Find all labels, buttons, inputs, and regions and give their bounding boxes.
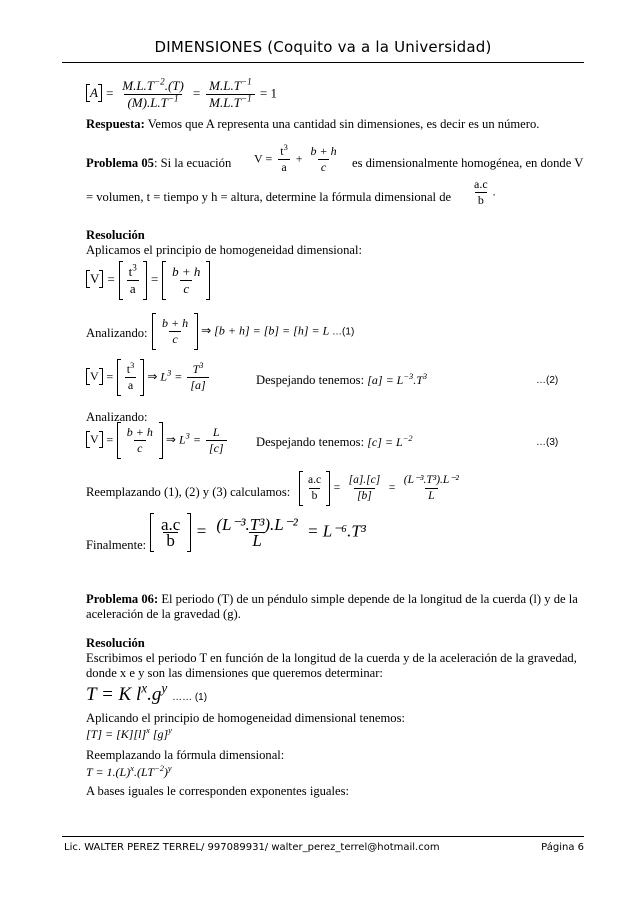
analizando-2: Analizando:: [86, 410, 148, 424]
fraction-ac-b: $\frac{a.c}{b}$ .: [474, 177, 496, 207]
equation-V: V = $\frac{t^3}{a}$ + $\frac{b + h}{c}$: [254, 143, 337, 174]
reemplazando-formula-text: Reemplazando la fórmula dimensional:: [86, 748, 285, 762]
step-2-result: Despejando tenemos: $[a] = L^{-3}.T^3$ …(2): [256, 372, 559, 387]
fraction: $\frac{M.L.T^{-2}.(T)}{(M).L.T^{-1}}$: [122, 76, 184, 110]
page-header: DIMENSIONES (Coquito va a la Universidad): [154, 38, 492, 56]
reemplazando-line: Reemplazando (1), (2) y (3) calculamos: $\frac{a.c}{b}$ = $\frac{[a].[c]}{[b]}$ = $\frac{\text{(L⁻³.T³).L⁻²}}{L}$: [86, 485, 586, 500]
equation-T-main: T = K $l^x.g^y$ …… (1): [86, 680, 208, 705]
bracket-A: A: [86, 85, 102, 101]
aplicando-text: Aplicando el principio de homogeneidad dimensional tenemos:: [86, 711, 405, 725]
page-number: Página 6: [541, 842, 584, 853]
problema-05-line2: = volumen, t = tiempo y h = altura, determine la fórmula dimensional de $\frac{a.c}{b}$ .: [86, 177, 496, 207]
problema-06: Problema 06: El periodo (T) de un péndulo simple depende de la longitud de la cuerda (l) y de la aceleración de la gravedad (g).: [86, 592, 578, 621]
equation-T-dim: $[T] = [K][l]^x$ $[g]^y$: [86, 726, 172, 741]
footer-rule: [62, 836, 584, 837]
footer-author: Lic. WALTER PEREZ TERREL/ 997089931/ walter_perez_terrel@hotmail.com: [64, 842, 440, 853]
fraction: $\frac{M.L.T^{-1}}{M.L.T^{-1}}$: [206, 78, 254, 111]
resolucion-2: Resolución Escribimos el periodo T en función de la longitud de la cuerda y de la aceleración de la gravedad, donde x e y son las dimensiones que queremos determinar:: [86, 636, 577, 680]
bases-text: A bases iguales le corresponden exponentes iguales:: [86, 784, 349, 798]
respuesta-paragraph: Respuesta: Vemos que A representa una cantidad sin dimensiones, es decir es un número.: [86, 117, 540, 131]
equation-T-sub: $T = 1.(L)^x.(LT^{-2})^y$: [86, 764, 172, 779]
step-3: V = $\frac{b + h}{c}$ ⇒ $L^3$ = $\frac{L}{[c]}$: [86, 423, 229, 458]
equation-A: A = $\frac{M.L.T^{-2}.(T)}{(M).L.T^{-1}}$ = $\frac{M.L.T^{-1}}{M.L.T^{-1}}$ = 1: [86, 78, 277, 111]
page-footer: [64, 842, 584, 853]
finalmente-line: Finalmente: $\frac{a.c}{b}$ = $\frac{\text{(L⁻³.T³).L⁻²}}{L}$ = L⁻⁶.T³: [86, 515, 366, 552]
header-rule: [62, 62, 584, 63]
analizando-1: Analizando: $\frac{b + h}{c}$ ⇒ [b + h] = [b] = [h] = L …(1): [86, 326, 586, 341]
resolucion-1: Resolución Aplicamos el principio de homogeneidad dimensional:: [86, 228, 362, 257]
equation-V-brackets: V = $\frac{t^3}{a}$ = $\frac{b + h}{c}$: [86, 262, 210, 299]
step-2: V = $\frac{t^3}{a}$ ⇒ $L^3$ = $\frac{T^3}{[a]}$: [86, 360, 211, 395]
problema-05-line1: Problema 05: Si la ecuación V = $\frac{t^3}{a}$ + $\frac{b + h}{c}$ es dimensionalmente homogénea, en donde V: [86, 143, 584, 174]
step-3-result: Despejando tenemos: $[c] = L^{-2}$ …(3): [256, 434, 559, 449]
